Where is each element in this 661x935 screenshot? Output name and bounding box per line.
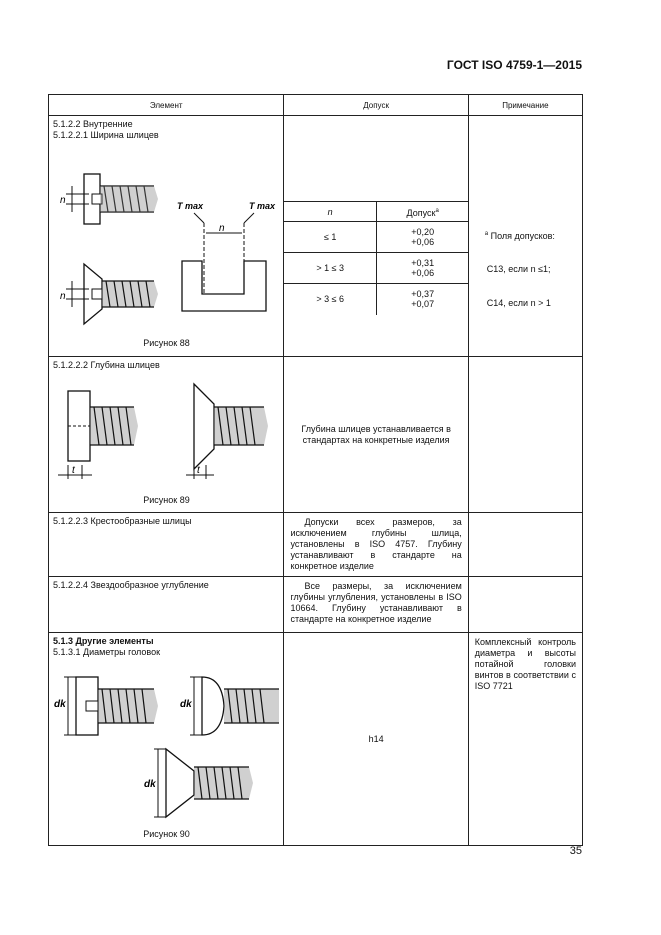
subtable-row: > 3 ≤ 6 +0,37 +0,07 bbox=[284, 284, 468, 315]
tolerance-text: Глубина шлицев устанавливается в стандартах на конкретные изделия bbox=[301, 423, 451, 445]
dim-dk-label-2: dk bbox=[180, 699, 192, 710]
figure-caption: Рисунок 89 bbox=[143, 495, 190, 505]
table-row bbox=[49, 633, 583, 846]
table-row bbox=[49, 116, 583, 357]
row-label: 5.1.2.2.2 Глубина шлицев bbox=[53, 360, 160, 370]
table-row bbox=[49, 577, 583, 633]
subtable-header-tolerance: Допуск$^a$ bbox=[376, 202, 468, 222]
tolerance-text: Допуски всех размеров, за исключением глубины шлица, установлены в ISO 4757. Глубину устанавливают в стандарте на конкретное изделие bbox=[290, 517, 462, 571]
table-row bbox=[49, 513, 583, 577]
column-header-element: Элемент bbox=[49, 95, 284, 116]
tolerance-text: h14 bbox=[368, 733, 384, 744]
document-header: ГОСТ ISO 4759-1—2015 bbox=[446, 58, 582, 72]
dim-n-label-3: n bbox=[219, 223, 225, 234]
subtable-row: ≤ 1 +0,20 +0,06 bbox=[284, 222, 468, 253]
page-number: 35 bbox=[569, 845, 582, 857]
figure-caption: Рисунок 90 bbox=[143, 829, 190, 839]
dim-dk-label: dk bbox=[54, 699, 66, 710]
dim-t-label-2: t bbox=[197, 465, 200, 476]
tolerance-text: Все размеры, за исключением глубины углубления, установлены в ISO 10664. Глубину устанавливают в стандарте на конкретное изделие bbox=[290, 581, 462, 624]
note-c14: C14, если n > 1 bbox=[486, 298, 551, 308]
row-label: 5.1.2.2 Внутренние 5.1.2.2.1 Ширина шлицев bbox=[53, 119, 159, 140]
subtable-header-n: n bbox=[284, 202, 376, 222]
figure-caption: Рисунок 88 bbox=[143, 338, 190, 348]
tolerance-subtable bbox=[284, 201, 468, 315]
table-header-row bbox=[49, 95, 583, 116]
tolerance-table bbox=[48, 94, 583, 846]
subtable-row: > 1 ≤ 3 +0,31 +0,06 bbox=[284, 253, 468, 284]
dim-dk-label-3: dk bbox=[144, 779, 156, 790]
tmax-label-1: T max bbox=[177, 201, 204, 211]
note-c13: C13, если n ≤1; bbox=[486, 264, 551, 274]
figure-89 bbox=[54, 379, 279, 484]
row-label: 5.1.2.2.4 Звездообразное углубление bbox=[53, 580, 209, 590]
note-text: Комплексный контроль диаметра и высоты потайной головки винтов в соответствии с ISO 7721 bbox=[474, 637, 576, 691]
tmax-label-2: T max bbox=[249, 201, 276, 211]
row-label: 5.1.3.1 Диаметры головок bbox=[53, 647, 161, 657]
note-tolerance-fields: $^a$ Поля допусков: bbox=[484, 231, 555, 241]
figure-88 bbox=[54, 161, 279, 331]
table-row bbox=[49, 357, 583, 513]
dim-n-label-2: n bbox=[60, 291, 66, 302]
figure-90 bbox=[54, 667, 279, 827]
section-heading: 5.1.3 Другие элементы bbox=[53, 636, 154, 646]
dim-t-label: t bbox=[72, 465, 75, 476]
column-header-note: Примечание bbox=[468, 95, 582, 116]
dim-n-label: n bbox=[60, 195, 66, 206]
row-label: 5.1.2.2.3 Крестообразные шлицы bbox=[53, 516, 192, 526]
column-header-tolerance: Допуск bbox=[284, 95, 468, 116]
